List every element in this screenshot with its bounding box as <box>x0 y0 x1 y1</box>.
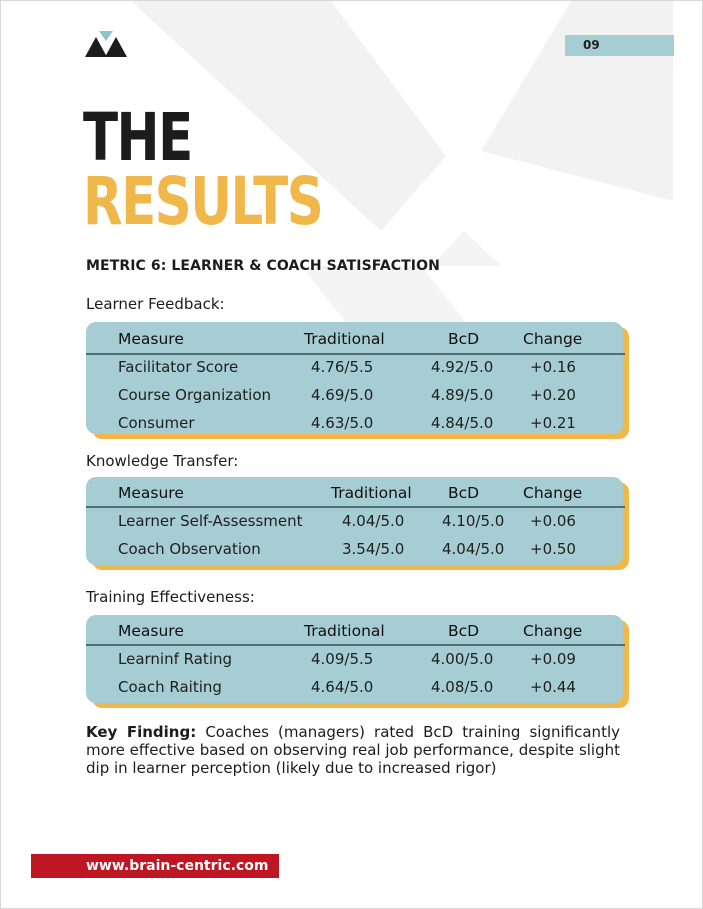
metric-heading: METRIC 6: LEARNER & COACH SATISFACTION <box>86 258 440 274</box>
cell-bcd: 4.04/5.0 <box>442 540 505 558</box>
cell-traditional: 4.76/5.5 <box>311 358 374 376</box>
table-row <box>86 535 623 563</box>
cell-change: +0.44 <box>530 678 576 696</box>
cell-change: +0.06 <box>530 512 576 530</box>
cell-measure: Course Organization <box>118 386 272 404</box>
table-header-row <box>86 325 623 353</box>
cell-bcd: 4.10/5.0 <box>442 512 505 530</box>
cell-bcd: 4.84/5.0 <box>431 414 494 432</box>
table-row <box>86 381 623 409</box>
table-row <box>86 409 623 437</box>
cell-traditional: 4.63/5.0 <box>311 414 374 432</box>
table-row <box>86 645 623 673</box>
col-traditional: Traditional <box>304 622 385 640</box>
table-header-row <box>86 617 623 645</box>
cell-change: +0.50 <box>530 540 576 558</box>
table-learner-feedback <box>86 322 623 434</box>
cell-bcd: 4.92/5.0 <box>431 358 494 376</box>
section-label-learner-feedback: Learner Feedback: <box>86 295 225 313</box>
col-bcd: BcD <box>448 330 480 348</box>
section-label-knowledge-transfer: Knowledge Transfer: <box>86 452 239 470</box>
table-header-row <box>86 479 623 507</box>
cell-measure: Learner Self-Assessment <box>118 512 303 530</box>
table-row <box>86 507 623 535</box>
cell-measure: Coach Observation <box>118 540 261 558</box>
cell-traditional: 4.04/5.0 <box>342 512 405 530</box>
page-number: 09 <box>565 35 674 56</box>
cell-traditional: 4.69/5.0 <box>311 386 374 404</box>
brain-centric-logo <box>85 31 129 57</box>
col-measure: Measure <box>118 622 184 640</box>
table-training-effectiveness <box>86 615 623 703</box>
cell-traditional: 4.64/5.0 <box>311 678 374 696</box>
table-row <box>86 353 623 381</box>
title-line-2: RESULTS <box>83 163 323 240</box>
cell-bcd: 4.08/5.0 <box>431 678 494 696</box>
cell-bcd: 4.89/5.0 <box>431 386 494 404</box>
cell-measure: Facilitator Score <box>118 358 239 376</box>
section-label-training-effectiveness: Training Effectiveness: <box>86 588 255 606</box>
cell-traditional: 3.54/5.0 <box>342 540 405 558</box>
table-row <box>86 673 623 701</box>
cell-change: +0.20 <box>530 386 576 404</box>
col-measure: Measure <box>118 484 184 502</box>
cell-change: +0.21 <box>530 414 576 432</box>
col-change: Change <box>523 330 583 348</box>
key-finding <box>86 723 620 777</box>
cell-measure: Consumer <box>118 414 195 432</box>
website-url-link[interactable]: www.brain-centric.com <box>31 854 279 878</box>
col-traditional: Traditional <box>304 330 385 348</box>
col-bcd: BcD <box>448 484 480 502</box>
cell-bcd: 4.00/5.0 <box>431 650 494 668</box>
title-line-1: THE <box>83 99 192 176</box>
key-finding-label: Key Finding: <box>86 723 197 741</box>
cell-change: +0.09 <box>530 650 576 668</box>
cell-traditional: 4.09/5.5 <box>311 650 374 668</box>
table-knowledge-transfer <box>86 477 623 565</box>
cell-measure: Coach Raiting <box>118 678 222 696</box>
col-measure: Measure <box>118 330 184 348</box>
col-change: Change <box>523 622 583 640</box>
col-traditional: Traditional <box>331 484 412 502</box>
col-change: Change <box>523 484 583 502</box>
cell-measure: Learninf Rating <box>118 650 233 668</box>
cell-change: +0.16 <box>530 358 576 376</box>
key-finding-text: Coaches (managers) rated BcD training significantly more effective based on observing real job performance, despite slight dip in learner perception (likely due to increased rigor) <box>86 723 620 777</box>
col-bcd: BcD <box>448 622 480 640</box>
